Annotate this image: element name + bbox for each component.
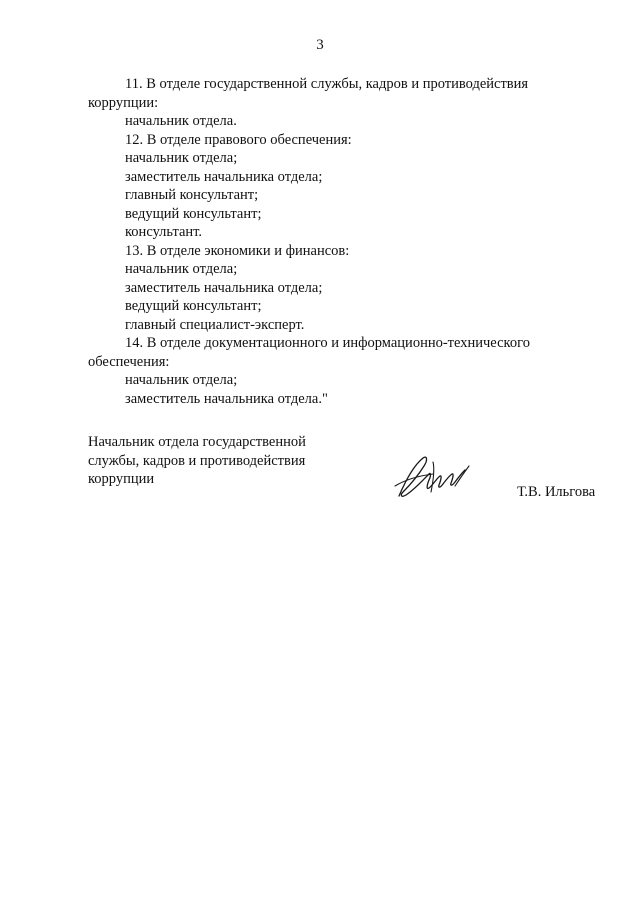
body-line: 11. В отделе государственной службы, кадров и противодействия xyxy=(125,76,529,92)
signatory-position xyxy=(88,433,358,489)
page-number: 3 xyxy=(316,37,324,53)
body-line: начальник отдела; xyxy=(125,150,238,166)
body-line: ведущий консультант; xyxy=(125,298,262,314)
document-body xyxy=(88,75,568,408)
body-line: 12. В отделе правового обеспечения: xyxy=(125,131,352,148)
body-line: ведущий консультант; xyxy=(125,205,262,222)
signatory-name: Т.В. Ильгова xyxy=(517,484,596,500)
body-line: 13. В отделе экономики и финансов: xyxy=(125,242,350,259)
body-line: заместитель начальника отдела; xyxy=(125,168,323,185)
body-line: консультант. xyxy=(125,224,203,240)
body-line: заместитель начальника отдела; xyxy=(125,279,323,296)
body-line: начальник отдела; xyxy=(125,372,238,388)
body-line: коррупции: xyxy=(88,94,159,111)
body-line: главный специалист-эксперт. xyxy=(125,316,305,333)
handwritten-signature xyxy=(393,452,471,504)
body-line: начальник отдела. xyxy=(125,113,237,129)
body-line: обеспечения: xyxy=(88,353,170,370)
body-line: заместитель начальника отдела." xyxy=(125,390,328,407)
body-line: 14. В отделе документационного и информационно-технического xyxy=(125,335,530,351)
body-line: главный консультант; xyxy=(125,187,259,203)
signatory-position-line: коррупции xyxy=(88,471,155,487)
body-line: начальник отдела; xyxy=(125,261,238,277)
signatory-position-line: Начальник отдела государственной xyxy=(88,434,306,450)
signatory-position-line: службы, кадров и противодействия xyxy=(88,452,306,469)
